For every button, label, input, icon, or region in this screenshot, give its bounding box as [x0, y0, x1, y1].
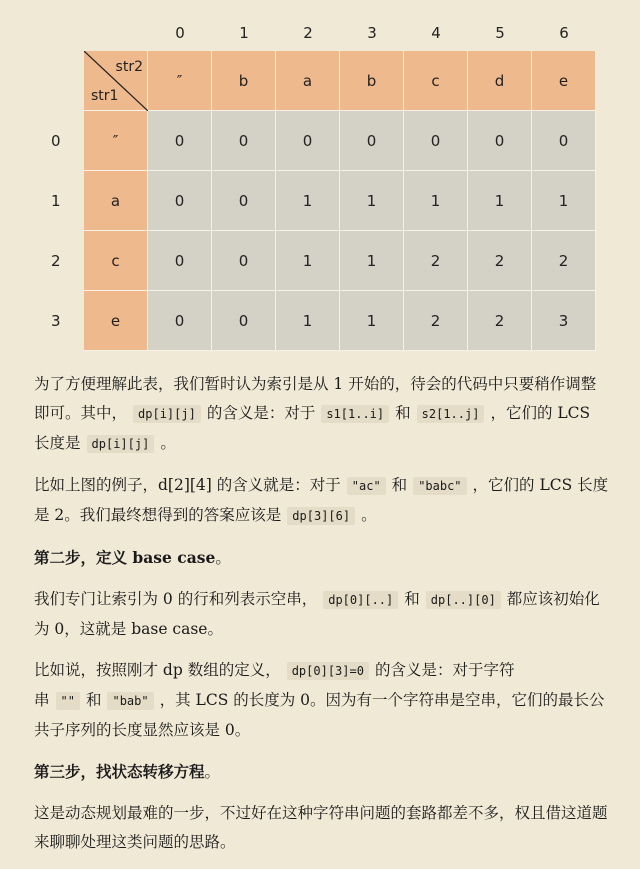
table-cell: 0 — [148, 291, 212, 351]
text-span: 的含义是：对于字符串 — [34, 661, 515, 709]
text-span: 和 — [391, 476, 408, 494]
row-header: ″ — [84, 111, 148, 171]
inline-code: "" — [56, 692, 80, 710]
col-index: 0 — [175, 24, 185, 42]
inline-code: "babc" — [413, 477, 466, 495]
paragraph-transition: 这是动态规划最难的一步，不过好在这种字符串问题的套路都差不多，权且借这道题来聊聊处理这类问题的思路。 — [34, 804, 608, 851]
table-cell: 0 — [148, 171, 212, 231]
text-span: 。 — [215, 549, 231, 567]
table-cell: 0 — [404, 111, 468, 171]
dp-table-figure — [0, 0, 640, 360]
col-header: e — [532, 51, 596, 111]
inline-code: s1[1..i] — [321, 405, 389, 423]
col-index: 6 — [559, 24, 569, 42]
table-cell: 1 — [532, 171, 596, 231]
table-cell: 1 — [276, 231, 340, 291]
text-span: 。 — [204, 763, 221, 781]
col-header: b — [340, 51, 404, 111]
text-span: 和 — [404, 590, 420, 608]
paragraph-example — [34, 471, 609, 531]
inline-code: "bab" — [107, 692, 153, 710]
col-index: 1 — [239, 24, 249, 42]
table-cell: 2 — [404, 231, 468, 291]
row-index: 2 — [51, 252, 61, 270]
inline-code: dp[0][3]=0 — [287, 662, 369, 680]
table-cell: 1 — [276, 291, 340, 351]
inline-code: dp[..][0] — [426, 591, 501, 609]
article-body — [34, 370, 609, 869]
row-index: 0 — [51, 132, 61, 150]
table-cell: 3 — [532, 291, 596, 351]
table-cell: 1 — [340, 231, 404, 291]
heading-bold: 第三步，找状态转移方程 — [34, 762, 205, 781]
corner-col-label: str2 — [115, 59, 143, 75]
text-span: 比如上图的例子，d[2][4] 的含义就是：对于 — [34, 476, 341, 494]
col-index: 2 — [303, 24, 313, 42]
corner-cell — [84, 51, 148, 111]
text-span: 。 — [361, 506, 377, 524]
text-span: 都应该初始化为 0，这就是 base case。 — [34, 590, 600, 638]
text-span: 为了方便理解此表，我们暂时认为索引是从 1 开始的，待会的代码中只要稍作调整即可。其中， — [34, 375, 597, 422]
table-cell: 1 — [468, 171, 532, 231]
heading-bold: 第二步，定义 base case — [34, 548, 216, 567]
table-cell: 2 — [468, 291, 532, 351]
text-span: 。 — [160, 434, 176, 452]
table-cell: 1 — [340, 171, 404, 231]
inline-code: "ac" — [347, 477, 386, 495]
text-span: 和 — [395, 404, 411, 422]
inline-code: dp[3][6] — [287, 507, 355, 525]
table-cell: 2 — [404, 291, 468, 351]
table-cell: 0 — [212, 291, 276, 351]
inline-code: dp[i][j] — [133, 405, 201, 423]
corner-row-label: str1 — [91, 88, 119, 104]
table-cell: 2 — [532, 231, 596, 291]
row-index: 1 — [51, 192, 61, 210]
text-span: ，其 LCS 的长度为 0。因为有一个字符串是空串，它们的最长公共子序列的长度显然应该是 0。 — [34, 691, 605, 739]
paragraph-dp-meaning — [34, 370, 609, 459]
table-cell: 0 — [276, 111, 340, 171]
heading-step-two — [34, 543, 609, 573]
row-header: c — [84, 231, 148, 291]
paragraph-base-example — [34, 656, 609, 745]
table-cell: 0 — [212, 111, 276, 171]
col-header: a — [276, 51, 340, 111]
heading-step-three — [34, 757, 609, 787]
col-index: 5 — [495, 24, 505, 42]
inline-code: dp[0][..] — [323, 591, 398, 609]
table-cell: 0 — [212, 231, 276, 291]
table-cell: 2 — [468, 231, 532, 291]
table-cell: 0 — [532, 111, 596, 171]
row-header: a — [84, 171, 148, 231]
col-index: 4 — [431, 24, 441, 42]
text-span: 我们专门让索引为 0 的行和列表示空串， — [34, 590, 318, 608]
table-cell: 0 — [212, 171, 276, 231]
paragraph-base-case — [34, 585, 609, 644]
text-span: ，它们的 LCS 长度是 2。我们最终想得到的答案应该是 — [34, 476, 609, 524]
table-cell: 0 — [468, 111, 532, 171]
inline-code: s2[1..j] — [417, 405, 485, 423]
table-cell: 1 — [340, 291, 404, 351]
table-cell: 0 — [148, 111, 212, 171]
table-cell: 0 — [340, 111, 404, 171]
text-span: ，它们的 LCS 长度是 — [34, 404, 591, 452]
col-header: c — [404, 51, 468, 111]
row-header: e — [84, 291, 148, 351]
text-span: 的含义是：对于 — [206, 404, 316, 422]
col-header: ″ — [148, 51, 212, 111]
row-index: 3 — [51, 312, 61, 330]
table-cell: 0 — [148, 231, 212, 291]
text-span: 比如说，按照刚才 dp 数组的定义， — [34, 661, 281, 679]
text-span: 和 — [85, 691, 102, 709]
col-header: b — [212, 51, 276, 111]
col-index: 3 — [367, 24, 377, 42]
inline-code: dp[i][j] — [87, 435, 155, 453]
dp-grid — [84, 51, 596, 351]
table-cell: 1 — [404, 171, 468, 231]
col-header: d — [468, 51, 532, 111]
table-cell: 1 — [276, 171, 340, 231]
